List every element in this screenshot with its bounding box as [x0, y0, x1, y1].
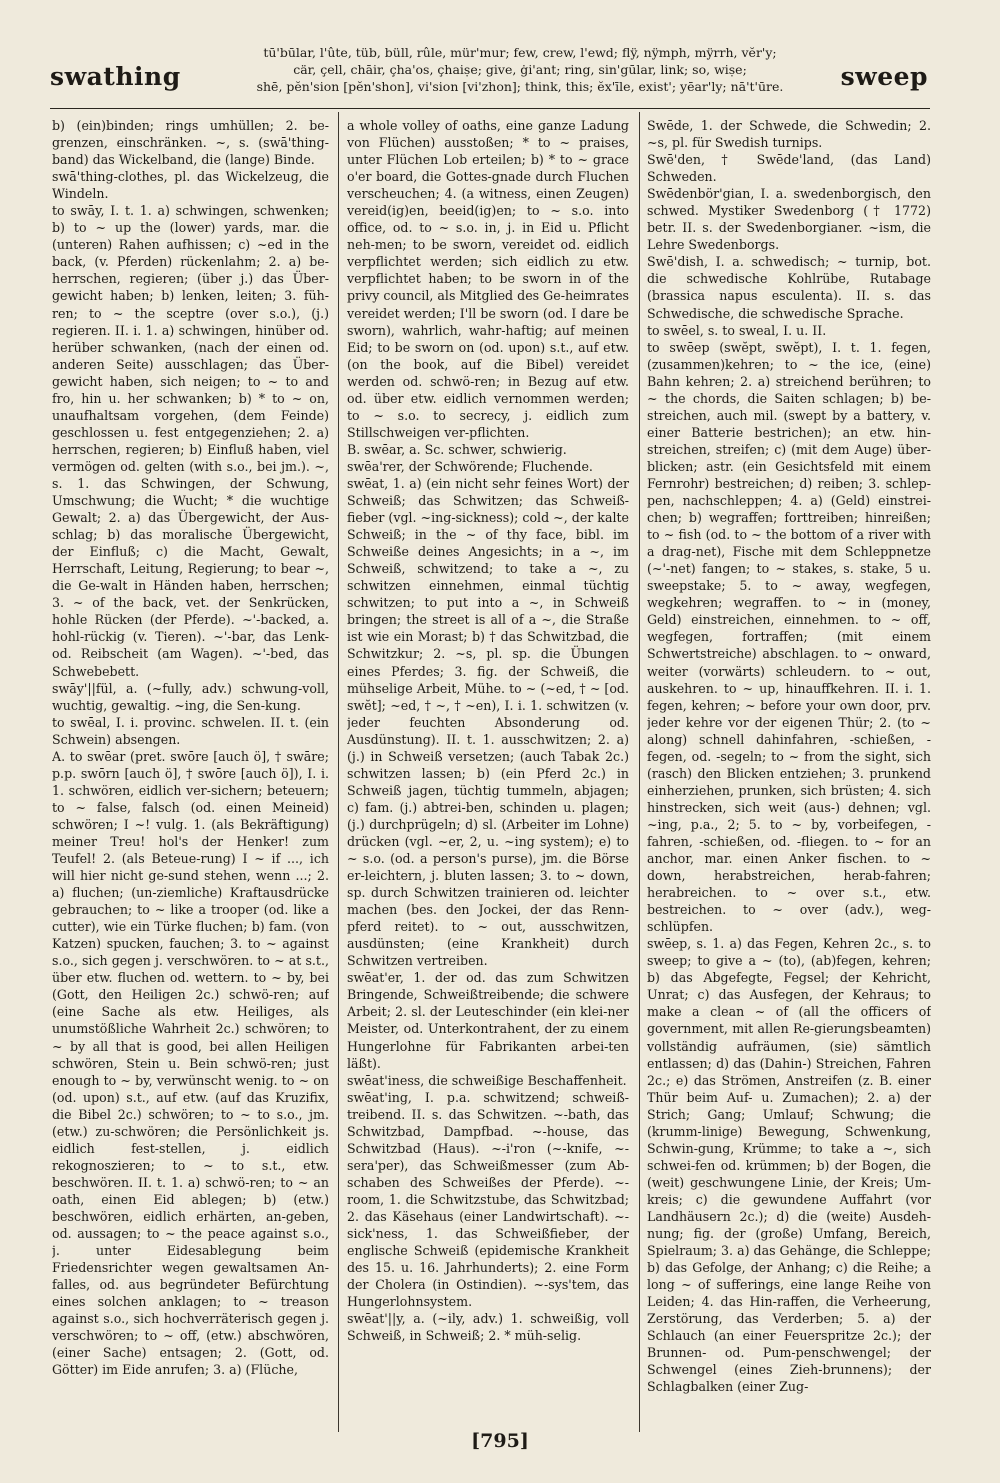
entry: Swē'den, † Swēde'land, (das Land) Schweden.	[647, 152, 931, 185]
entry: swā'thing-clothes, pl. das Wickelzeug, die Windeln.	[52, 169, 329, 202]
header-rule	[50, 108, 930, 109]
entry: swēat'iness, die schweißige Beschaffenheit.	[347, 1072, 627, 1088]
column-middle	[347, 117, 629, 1447]
entry: swēep, s. 1. a) das Fegen, Kehren 2c., s. to sweep; to give a ~ (to), (ab)fegen, kehren; b) das Abgefegte, Fegsel; der Kehricht, Unrat; c) das Ausfegen, der Kehraus; to make a clean ~ of (all the officers of government, mit allen Re-gierungsbeamten) vollständig aufräumen, (sie) sämtlich entlassen; d) das (Dahin-) Streichen, Fahren 2c.; e) das Strömen, Anstreifen (z. B. einer Thür beim Auf- u. Zumachen); 2. a) der Strich; Gang; Umlauf; Schwung; die (krumm-linige) Bewegung, Schwenkung, Schwin-gung, Krümme; to take a ~, sich schwei-fen od. krümmen; b) der Bogen, die (weit) geschwungene Linie, der Kreis; Um-kreis; c) die gewundene Auffahrt (vor Landhäusern 2c.); d) die (weite) Ausdeh-nung; fig. der (große) Umfang, Bereich, Spielraum; 3. a) das Gehänge, die Schleppe; b) das Gefolge, der Anhang; c) die Reihe; a long ~ of sufferings, eine lange Reihe von Leiden; 4. das Hin-raffen, die Verheerung, Zerstörung, das Verderben; 5. a) der Schlauch (an einer Feuerspritze 2c.); der Brunnen- od. Pum-penschwengel; der Schwengel (eines Zieh-brunnens); der Schlagbalken (einer Zug-	[647, 936, 931, 1395]
column-divider	[338, 112, 339, 1432]
pronunciation-key	[200, 44, 840, 95]
entry: swēa'rer, der Schwörende; Fluchende.	[347, 458, 593, 474]
guide-word-right: sweep	[840, 62, 928, 91]
pronunciation-key-line: cär, çell, chāir, çha'os, çhaiṣe; give, ġi'ant; ring, sin'gūlar, link; so, wiṣe;	[293, 62, 747, 77]
column-left	[52, 117, 329, 1447]
entry: a whole volley of oaths, eine ganze Ladung von Flüchen) ausstoßen; * to ~ praises, unter Flüchen Lob erteilen; b) * to ~ grace o'er board, die Gottes-gnade durch Fluchen verscheuchen; 4. (a witness, einen Zeugen) vereid(ig)en, beeid(ig)en; to ~ s.o. into office, od. to ~ s.o. in, j. in Eid u. Pflicht neh-men; to be sworn, vereidet od. eidlich verpflichtet werden; sich eidlich zu etw. verpflichtet haben; to be sworn in of the privy council, als Mitglied des Ge-heimrates vereidet werden; I'll be sworn (od. I dare be sworn), wahrlich, wahr-haftig; auf meinen Eid; to be sworn on (od. upon) s.t., auf etw. (on the book, auf die Bibel) vereidet werden od. schwö-ren; in Bezug auf etw. od. über etw. eidlich vernommen werden; to ~ s.o. to secrecy, j. eidlich zum Stillschweigen ver-pflichten.	[347, 118, 629, 440]
pronunciation-key-line: shē, pĕn'sion [pĕn'shon], vi'sion [vi'zhon]; think, this; ĕx'īle, exist'; yēar'ly; nā't'ūre.	[256, 79, 784, 94]
entry: to swāy, I. t. 1. a) schwingen, schwenken; b) to ~ up the (lower) yards, mar. die (unteren) Rahen aufhissen; c) ~ed in the back, (v. Pferden) rückenlahm; 2. a) be-herrschen, regieren; (über j.) das Über-gewicht haben; b) lenken, leiten; 3. füh-ren; to ~ the sceptre (over s.o.), (j.) regieren. II. i. 1. a) schwingen, hinüber od. herüber schwanken, (nach der einen od. anderen Seite) ausschlagen; das Über-gewicht haben, sich neigen; to ~ to and fro, hin u. her schwanken; b) * to ~ on, unaufhaltsam vorgehen, (dem Feinde) geschlossen u. fest entgegenziehen; 2. a) herrschen, regieren; b) Einfluß haben, viel vermögen od. gelten (with s.o., bei jm.). ~, s. 1. das Schwingen, der Schwung, Umschwung; die Wucht; * die wuchtige Gewalt; 2. a) das Übergewicht, der Aus-schlag; b) das moralische Übergewicht, der Einfluß; c) die Macht, Gewalt, Herrschaft, Leitung, Regierung; to bear ~, die Ge-walt in Händen haben, herrschen; 3. ~ of the back, vet. der Senkrücken, hohle Rücken (der Pferde). ~'-backed, a. hohl-rückig (v. Tieren). ~'-bar, das Lenk- od. Reibscheit (am Wagen). ~'-bed, das Schwebebett.	[52, 203, 329, 679]
column-right	[647, 117, 931, 1447]
entry: Swēde, 1. der Schwede, die Schwedin; 2. ~s, pl. für Swedish turnips.	[647, 118, 931, 151]
entry: to swēel, s. to sweal, I. u. II.	[647, 322, 827, 338]
entry: to swēal, I. i. provinc. schwelen. II. t. (ein Schwein) absengen.	[52, 714, 329, 747]
entry: b) (ein)binden; rings umhüllen; 2. be-grenzen, einschränken. ~, s. (swā'thing-band) das Wickelband, die (lange) Binde.	[52, 118, 329, 168]
entry: to swēep (swĕpt, swĕpt), I. t. 1. fegen, (zusammen)kehren; to ~ the ice, (eine) Bahn kehren; 2. a) streichend berühren; to ~ the chords, die Saiten schlagen; b) be-streichen, auch mil. (swept by a battery, v. einer Batterie bestrichen); an etw. hin-streichen, streifen; c) (mit dem Auge) über-blicken; astr. (ein Gesichtsfeld mit einem Fernrohr) bestreichen; d) reiben; 3. schlep-pen, nachschleppen; 4. a) (Geld) einstrei-chen; b) wegraffen; forttreiben; hinreißen; to ~ fish (od. to ~ the bottom of a river with a drag-net), Fische mit dem Schleppnetze (~'-net) fangen; to ~ stakes, s. stake, 5 u. sweepstake; 5. to ~ away, wegfegen, wegkehren; wegraffen. to ~ in (money, Geld) einstreichen, einnehmen. to ~ off, wegfegen, fortraffen; (mit einem Schwertstreiche) abschlagen. to ~ onward, weiter (vorwärts) schleudern. to ~ out, auskehren. to ~ up, hinauffkehren. II. i. 1. fegen, kehren; ~ before your own door, prv. jeder kehre vor der eigenen Thür; 2. (to ~ along) schnell dahinfahren, -schießen, -fegen, od. -segeln; to ~ from the sight, sich (rasch) den Blicken entziehen; 3. prunkend einherziehen, prunken, sich brüsten; 4. sich hinstrecken, sich weit (aus-) dehnen; vgl. ~ing, p.a., 2; 5. to ~ by, vorbeifegen, -fahren, -schießen, od. -fliegen. to ~ for an anchor, mar. einen Anker fischen. to ~ down, herabstreichen, herab-fahren; herabreichen. to ~ over s.t., etw. bestreichen. to ~ over (adv.), weg-schlüpfen.	[647, 339, 931, 935]
entry: swāy'||fül, a. (~fully, adv.) schwung-voll, wuchtig, gewaltig. ~ing, die Sen-kung.	[52, 680, 329, 713]
entry: swēat'ing, I. p.a. schwitzend; schweiß-treibend. II. s. das Schwitzen. ~-bath, das Schwitzbad, Dampfbad. ~-house, das Schwitzbad (Haus). ~-i'ron (~-knife, ~-sera'per), das Schweißmesser (zum Ab-schaben des Schweißes der Pferde). ~-room, 1. die Schwitzstube, das Schwitzbad; 2. das Käsehaus (einer Landwirtschaft). ~-sick'ness, 1. das Schweißfieber, der englische Schweiß (epidemische Krankheit des 15. u. 16. Jahrhunderts); 2. eine Form der Cholera (in Ostindien). ~-sys'tem, das Hungerlohnsystem.	[347, 1089, 629, 1310]
entry: A. to swēar (pret. swōre [auch ö], † swāre; p.p. swōrn [auch ö], † swōre [auch ö]), I. i. 1. schwören, eidlich ver-sichern; beteuern; to ~ false, falsch (od. einen Meineid) schwören; I ~! vulg. 1. (als Bekräftigung) meiner Treu! hol's der Henker! zum Teufel! 2. (als Beteue-rung) I ~ if ..., ich will hier nicht ge-sund stehen, wenn ...; 2. a) fluchen; (un-ziemliche) Kraftausdrücke gebrauchen; to ~ like a trooper (od. like a cutter), wie ein Türke fluchen; b) fam. (von Katzen) spucken, fauchen; 3. to ~ against s.o., sich gegen j. verschwören. to ~ at s.t., über etw. fluchen od. wettern. to ~ by, bei (Gott, den Heiligen 2c.) schwö-ren; auf (eine Sache als etw. Heiliges, als unumstößliche Wahrheit 2c.) schwören; to ~ by all that is good, bei allen Heiligen schwören, Stein u. Bein schwö-ren; just enough to ~ by, verwünscht wenig. to ~ on (od. upon) s.t., auf etw. (auf das Kruzifix, die Bibel 2c.) schwören; to ~ to s.o., jm. (etw.) zu-schwören; die Persönlichkeit js. eidlich fest-stellen, j. eidlich rekognoszieren; to ~ to s.t., etw. beschwören. II. t. 1. a) schwö-ren; to ~ an oath, einen Eid ablegen; b) (etw.) beschwören, eidlich erhärten, an-geben, od. aussagen; to ~ the peace against s.o., j. unter Eidesablegung beim Friedensrichter wegen gewaltsamen An-falles, od. aus begründeter Befürchtung eines solchen anklagen; to ~ treason against s.o., sich hochverräterisch gegen j. verschwören; to ~ off, (etw.) abschwören, (einer Sache) entsagen; 2. (Gott, od. Götter) im Eide anrufen; 3. a) (Flüche,	[52, 748, 329, 1378]
entry: B. swēar, a. Sc. schwer, schwierig.	[347, 441, 567, 457]
entry: swēat'||y, a. (~ily, adv.) 1. schweißig, voll Schweiß, in Schweiß; 2. * müh-selig.	[347, 1311, 629, 1344]
column-divider	[639, 112, 640, 1432]
entry: swēat'er, 1. der od. das zum Schwitzen Bringende, Schweißtreibende; die schwere Arbeit; 2. sl. der Leuteschinder (ein klei-ner Meister, od. Unterkontrahent, der zu einem Hungerlohne für Fabrikanten arbei-ten läßt).	[347, 970, 629, 1071]
entry: Swēdenbör'gian, I. a. swedenborgisch, den schwed. Mystiker Swedenborg († 1772) betr. II. s. der Swedenborgianer. ~ism, die Lehre Swedenborgs.	[647, 186, 931, 253]
pronunciation-key-line: tū'būlar, l'ûte, tüb, büll, rûle, mür'mur; few, crew, l'ewd; flÿ, nÿmph, mÿrrh, vĕr'y;	[263, 45, 777, 60]
entry: swēat, 1. a) (ein nicht sehr feines Wort) der Schweiß; das Schwitzen; das Schweiß-fieber (vgl. ~ing-sickness); cold ~, der kalte Schweiß; in the ~ of thy face, bibl. im Schweiße deines Angesichts; in a ~, im Schweiß, schwitzend; to take a ~, zu schwitzen einnehmen, einmal tüchtig schwitzen; to put into a ~, in Schweiß bringen; the street is all of a ~, die Straße ist wie ein Morast; b) † das Schwitzbad, die Schwitzkur; 2. ~s, pl. sp. die Übungen eines Pferdes; 3. fig. der Schweiß, die mühselige Arbeit, Mühe. to ~ (~ed, † ~ [od. swĕt]; ~ed, † ~, † ~en), I. i. 1. schwitzen (v. jeder feuchten Absonderung od. Ausdünstung). II. t. 1. ausschwitzen; 2. a) (j.) in Schweiß versetzen; (auch Tabak 2c.) schwitzen lassen; b) (ein Pferd 2c.) in Schweiß jagen, tüchtig tummeln, abjagen; c) fam. (j.) abtrei-ben, schinden u. plagen; (j.) durchprügeln; d) sl. (Arbeiter im Lohne) drücken (vgl. ~er, 2, u. ~ing system); e) to ~ s.o. (od. a person's purse), jm. die Börse er-leichtern, j. bluten lassen; 3. to ~ down, sp. durch Schwitzen trainieren od. leichter machen (bes. den Jockei, der das Renn-pferd reitet). to ~ out, ausschwitzen, ausdünsten; (eine Krankheit) durch Schwitzen vertreiben.	[347, 475, 629, 969]
page-number: [795]	[471, 1430, 529, 1452]
guide-word-left: swathing	[50, 62, 181, 91]
entry: Swē'dish, I. a. schwedisch; ~ turnip, bot. die schwedische Kohlrübe, Rutabage (brassica napus esculenta). II. s. das Schwedische, die schwedische Sprache.	[647, 254, 931, 321]
